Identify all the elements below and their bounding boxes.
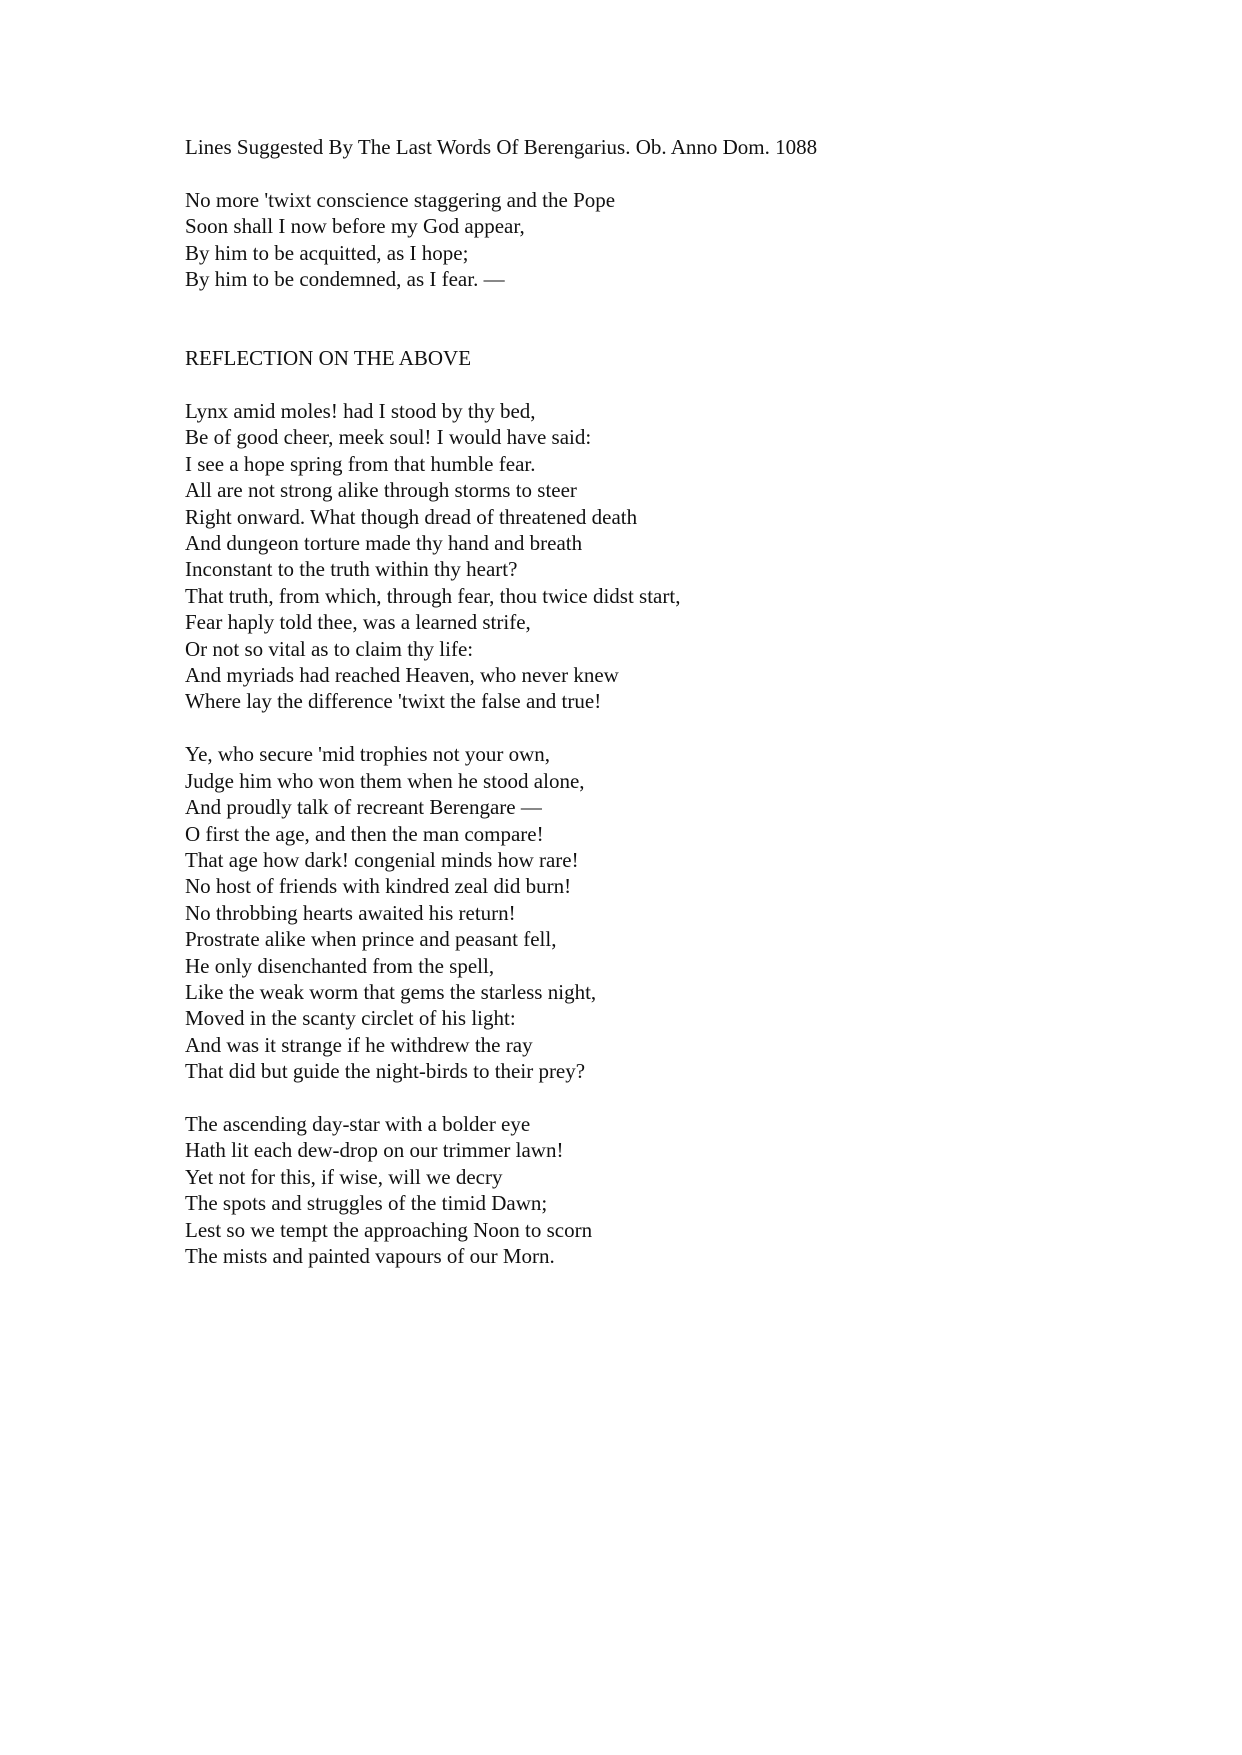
poem-line: No more 'twixt conscience staggering and the Pope [185, 187, 616, 212]
poem-line: Judge him who won them when he stood alone, [185, 768, 585, 793]
poem-line: Be of good cheer, meek soul! I would have said: [185, 425, 592, 450]
poem-line: That truth, from which, through fear, thou twice didst start, [185, 583, 681, 608]
poem-line: Fear haply told thee, was a learned strife, [185, 610, 531, 635]
poem-line: Moved in the scanty circlet of his light: [185, 1006, 516, 1031]
poem-line: Inconstant to the truth within thy heart? [185, 557, 518, 582]
poem-line: O first the age, and then the man compare! [185, 821, 544, 846]
poem-line: The ascending day-star with a bolder eye [185, 1111, 531, 1136]
poem-stanza [185, 398, 1185, 715]
poem-line: Lynx amid moles! had I stood by thy bed, [185, 399, 536, 424]
poem-line: No host of friends with kindred zeal did burn! [185, 874, 572, 899]
section-heading: REFLECTION ON THE ABOVE [185, 346, 472, 371]
poem-line: Hath lit each dew-drop on our trimmer lawn! [185, 1138, 564, 1163]
poem-line: I see a hope spring from that humble fear. [185, 451, 536, 476]
document-page [185, 134, 1185, 1296]
poem-line: Prostrate alike when prince and peasant fell, [185, 927, 557, 952]
poem-line: Where lay the difference 'twixt the false and true! [185, 689, 602, 714]
poem-line: By him to be condemned, as I fear. — [185, 267, 505, 292]
poem-line: And myriads had reached Heaven, who never knew [185, 663, 619, 688]
poem-line: Lest so we tempt the approaching Noon to scorn [185, 1217, 593, 1242]
poem-line: And was it strange if he withdrew the ray [185, 1032, 533, 1057]
poem-stanza [185, 741, 1185, 1084]
poem-line: The mists and painted vapours of our Morn. [185, 1243, 555, 1268]
poem-line: Or not so vital as to claim thy life: [185, 636, 474, 661]
poem-stanza [185, 1111, 1185, 1269]
poem-line: Right onward. What though dread of threatened death [185, 504, 638, 529]
poem-line: By him to be acquitted, as I hope; [185, 240, 469, 265]
poem-line: That age how dark! congenial minds how rare! [185, 847, 579, 872]
poem-stanza [185, 187, 1185, 293]
poem-line: Soon shall I now before my God appear, [185, 214, 525, 239]
poem-line: And proudly talk of recreant Berengare — [185, 795, 542, 820]
poem-line: Ye, who secure 'mid trophies not your own, [185, 742, 551, 767]
poem-line: He only disenchanted from the spell, [185, 953, 495, 978]
poem-line: All are not strong alike through storms to steer [185, 478, 577, 503]
poem-line: No throbbing hearts awaited his return! [185, 900, 516, 925]
poem-line: That did but guide the night-birds to their prey? [185, 1059, 586, 1084]
poem-line: The spots and struggles of the timid Dawn; [185, 1191, 548, 1216]
poem-line: Yet not for this, if wise, will we decry [185, 1164, 503, 1189]
document-title: Lines Suggested By The Last Words Of Berengarius. Ob. Anno Dom. 1088 [185, 135, 818, 159]
poem-line: And dungeon torture made thy hand and breath [185, 531, 583, 556]
poem-line: Like the weak worm that gems the starless night, [185, 979, 597, 1004]
